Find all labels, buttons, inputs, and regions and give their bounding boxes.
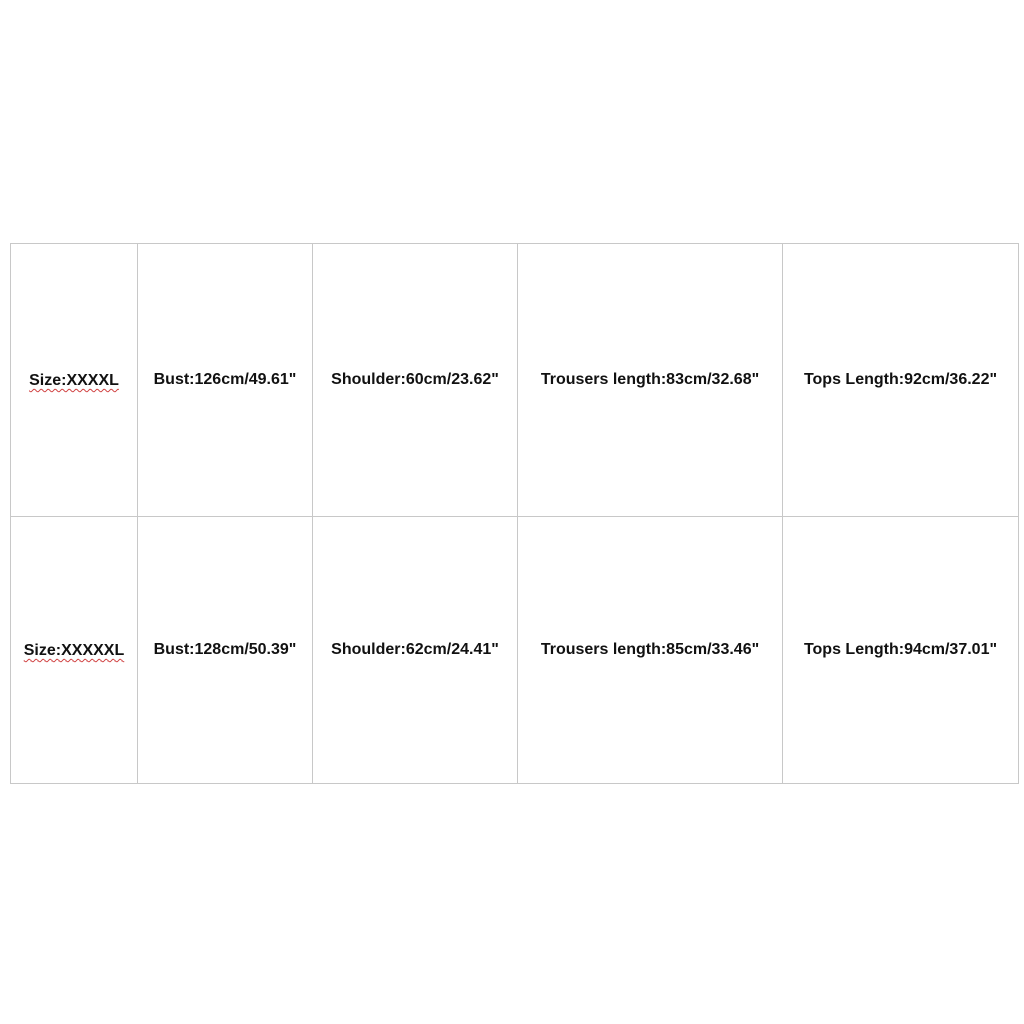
table-row — [11, 517, 1019, 784]
tops-length-cell — [783, 244, 1019, 517]
trousers-length-cell — [518, 517, 783, 784]
shoulder-value: Shoulder:60cm/23.62" — [331, 371, 499, 388]
size-chart-table — [10, 243, 1019, 784]
bust-value: Bust:128cm/50.39" — [153, 641, 297, 658]
trousers-length-value: Trousers length:85cm/33.46" — [540, 641, 760, 658]
bust-cell — [138, 244, 313, 517]
trousers-length-value: Trousers length:83cm/32.68" — [540, 371, 760, 388]
tops-length-cell — [783, 517, 1019, 784]
shoulder-cell — [313, 244, 518, 517]
trousers-length-cell — [518, 244, 783, 517]
shoulder-value: Shoulder:62cm/24.41" — [331, 641, 499, 658]
table-row — [11, 244, 1019, 517]
size-label: Size:XXXXL — [29, 372, 119, 389]
size-cell — [11, 244, 138, 517]
size-cell — [11, 517, 138, 784]
tops-length-value: Tops Length:92cm/36.22" — [803, 371, 998, 388]
tops-length-value: Tops Length:94cm/37.01" — [803, 641, 998, 658]
shoulder-cell — [313, 517, 518, 784]
bust-value: Bust:126cm/49.61" — [153, 371, 297, 388]
bust-cell — [138, 517, 313, 784]
size-label: Size:XXXXXL — [23, 642, 125, 659]
